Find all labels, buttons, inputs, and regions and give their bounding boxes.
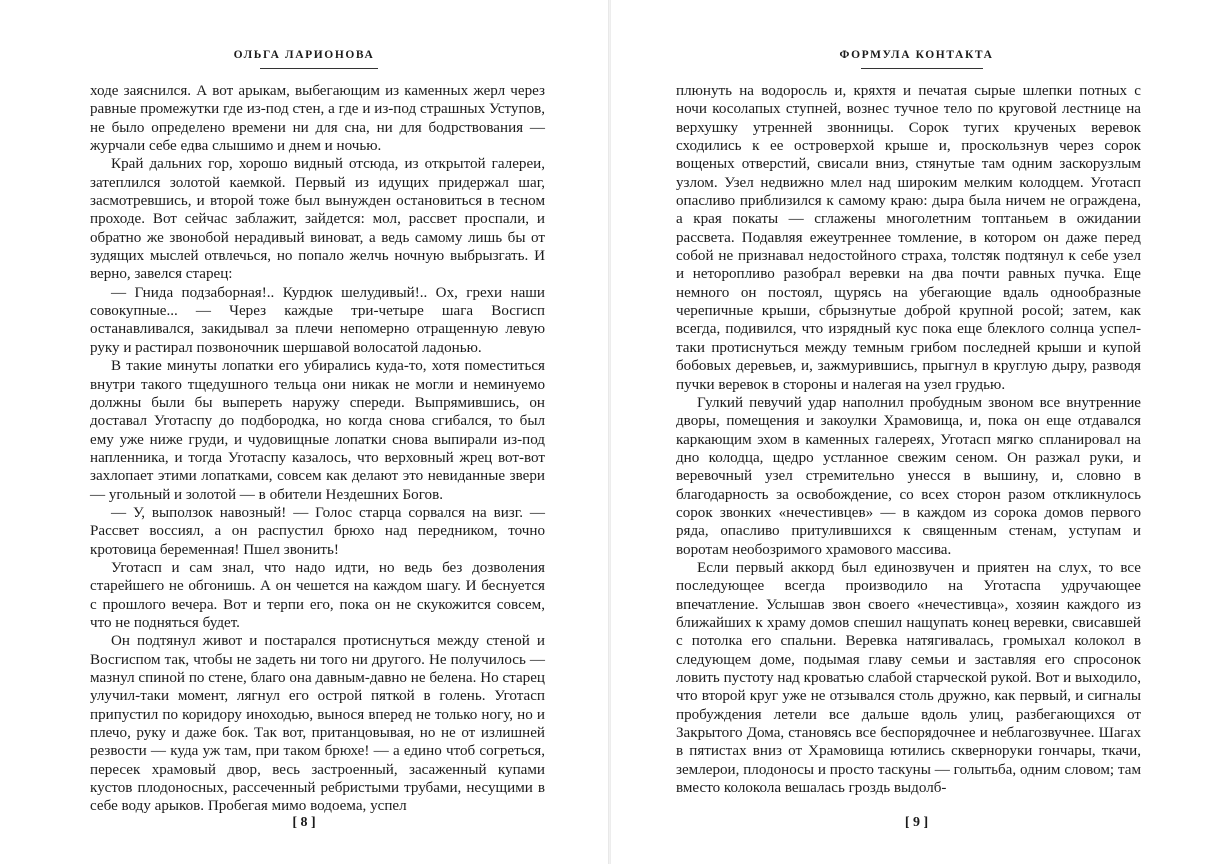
paragraph: Край дальних гор, хорошо видный отсюда, из открытой галереи, затеплился золотой каемкой. Первый из идущих придержал шаг, засмотревшись, и второй тоже был вынужден остановиться в тесном проходе. Вот сейчас заблажит, зайдется: мол, рассвет проспали, и обратно же звонобой нерадивый виноват, а ведь самому лишь бы от зудящих мыслей отвлечься, но попало желчь ночную выбрызгать. И верно, завелся старец: [90,156,545,283]
paragraph: Уготасп и сам знал, что надо идти, но ведь без дозволения старейшего не обгонишь. А он чешется на каждом шагу. И беснуется с прошлого вечера. Вот и терпи его, пока он не скукожится совсем, что не подняться будет. [90,559,545,631]
paragraph: Он подтянул живот и постарался протиснуться между стеной и Восгиспом так, чтобы не задеть ни того ни другого. Не получилось — мазнул спиной по стене, благо она давным-давно не белена. Но старец улучил-таки момент, лягнул его острой пяткой в голень. Уготасп припустил по коридору иноходью, вынося вперед не только ногу, но и плечо, руку и даже бок. Так вот, пританцовывая, но не от излишней резвости — куда уж там, при таком брюхе! — а едино чтоб согреться, пересек храмовый двор, весь застроенный, засаженный купами кустов плодоносных, рассеченный ребристыми трубами, несущими в себе воду арыков. Пробегая мимо водоема, успел [90,633,545,815]
header-rule-right [861,68,983,69]
paragraph: — Гнида подзаборная!.. Курдюк шелудивый!.. Ох, грехи наши совокупные... — Через каждые три-четыре шага Восгисп останавливался, закидывал за плечи непомерно отращенную левую руку и растирал позвоночник шершавой волосатой ладонью. [90,284,545,356]
paragraph: — У, выползок навозный! — Голос старца сорвался на визг. — Рассвет воссиял, а он распустил брюхо над передником, точно кротовица беременная! Пшел звонить! [90,504,545,558]
running-head-right: ФОРМУЛА КОНТАКТА [839,49,994,61]
body-text-left [90,82,545,816]
paragraph: ходе заяснился. А вот арыкам, выбегающим из каменных жерл через равные промежутки где из-под стен, а где и из-под страшных Уступов, не было определено времени ни для сна, ни для бодрствования — журчали себе едва слышимо и днем и ночью. [90,83,545,155]
body-text-right [676,82,1141,797]
page-number-left: [ 8 ] [292,815,316,830]
right-page [611,0,1222,864]
header-rule-left [260,68,378,69]
left-page [0,0,608,864]
paragraph: Гулкий певучий удар наполнил пробудным звоном все внутренние дворы, помещения и закоулки Храмовища, и, пока он еще отдавался каркающим эхом в каменных галереях, Уготасп мягко спланировал на дно колодца, щедро устланное свежим сеном. Он разжал руки, и веревочный узел стремительно унесся в вышину, и, словно в благодарность за освобождение, со всех сторон разом откликнулось сорок звонких «нечестивцев» — в каждом из сорока домов первого ряда, опасливо притулившихся к священным стенам, уступам и воротам необозримого храмового массива. [676,394,1141,558]
paragraph: Если первый аккорд был единозвучен и приятен на слух, то все последующее всегда производило на Уготаспа удручающее впечатление. Услышав звон своего «нечестивца», хозяин каждого из ближайших к храму домов спешил нащупать конец веревки, свисавшей с потолка его спальни. Веревка натягивалась, громыхал колокол в следующем доме, подымая главу семьи и заставляя его спросонок ловить пустоту над кроватью слабой старческой рукой. Вот и выходило, что второй круг уже не отзывался столь дружно, как первый, и сигналы пробуждения летели все дальше вдоль улиц, разбегающихся от Закрытого Дома, становясь все беспорядочнее и неблагозвучнее. Шагах в пятистах вниз от Храмовища ютились скверноруки гончары, ткачи, землерои, плодоносы и просто таскуны — голытьба, одним словом; там вместо колокола вешалась гроздь выдолб- [676,559,1141,797]
paragraph: плюнуть на водоросль и, кряхтя и печатая сырые шлепки потных с ночи косолапых ступней, вознес тучное тело по круговой лестнице на верхушку утренней звонницы. Сорок тугих крученых веревок сходились к ее островерхой крыше и, проскользнув через сорок вощеных отверстий, свисали вниз, стянутые там одним заскорузлым узлом. Узел недвижно млел над широким мелким колодцем. Уготасп опасливо приблизился к самому краю: дыра была ничем не ограждена, а края покаты — сглажены многолетним топтаньем в ожидании рассвета. Подавляя ежеутреннее томление, в котором он даже перед собой не признавал недостойного страха, толстяк подтянул к себе узел и неторопливо разобрал веревки на два почти равных пучка. Еще немного он постоял, щурясь на убегающие вдаль однообразные черепичные крыши, сбрызнутые доброй крупной росой; затем, как всегда, подивился, что изрядный кус пока еще блеклого солнца успел-таки протиснуться между темным грибом последней крыши и купой бобовых деревьев, и, зажмурившись, прыгнул в круглую дыру, разводя пучки веревок в стороны и налегая на узел грудью. [676,83,1141,393]
paragraph: В такие минуты лопатки его убирались куда-то, хотя поместиться внутри такого тщедушного тельца они никак не могли и неминуемо должны были бы выпереть наружу спереди. Выпрямившись, он доставал Уготаспу до подбородка, но когда снова сгибался, то был ему уже ниже груди, и чудовищные лопатки снова выпирали из-под напленника, и тогда Уготаспу казалось, что верховный жрец вот-вот захлопает этими лопатками, совсем как делают это невиданные звери — угольный и золотой — в обители Нездешних Богов. [90,358,545,503]
page-number-right: [ 9 ] [904,815,929,830]
running-head-left: ОЛЬГА ЛАРИОНОВА [233,49,375,61]
